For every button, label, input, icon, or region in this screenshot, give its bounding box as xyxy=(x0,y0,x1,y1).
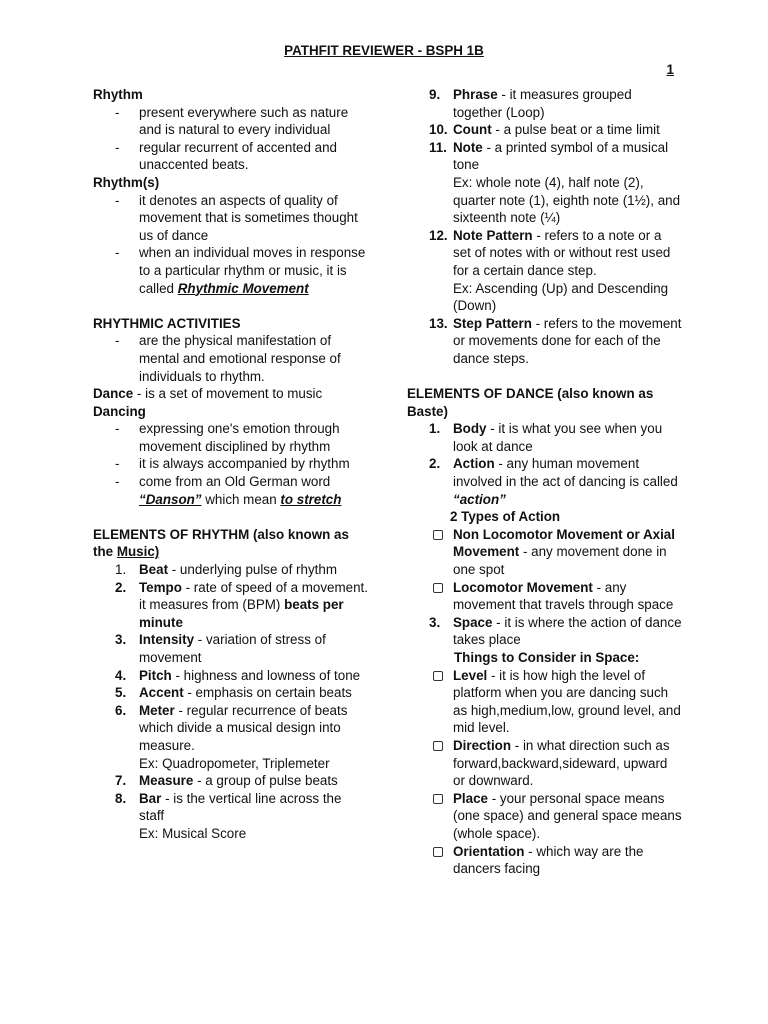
list-item: 2. Action - any human movement involved in the act of dancing is called “action” xyxy=(429,456,678,507)
elements-of-dance-heading: ELEMENTS OF DANCE (also known as Baste) xyxy=(407,386,654,419)
dash-bullet: - xyxy=(115,456,120,472)
dash-bullet: - xyxy=(115,333,120,349)
rhythm-heading: Rhythm xyxy=(93,87,143,102)
dance-definition: Dance - is a set of movement to music xyxy=(93,386,323,402)
elements-of-rhythm-heading: ELEMENTS OF RHYTHM (also known as the Music) xyxy=(93,526,349,560)
list-item: 5. Accent - emphasis on certain beats xyxy=(115,685,352,701)
emphasis-text: to stretch xyxy=(280,491,342,507)
dash-bullet: - xyxy=(115,139,120,155)
dash-bullet: - xyxy=(115,474,120,490)
list-item: - present everywhere such as nature and is natural to every individual xyxy=(93,104,368,139)
example-text: Ex: whole note (4), half note (2), quarter note (1), eighth note (1½), and sixteenth note (¼) xyxy=(453,174,681,226)
checkbox-icon xyxy=(433,530,443,540)
page-title: PATHFIT REVIEWER - BSPH 1B xyxy=(284,43,484,58)
list-item: - it denotes an aspects of quality of movement that is sometimes thought us of dance xyxy=(93,192,368,245)
emphasis-text: “Danson” xyxy=(139,491,202,507)
list-item: - come from an Old German word “Danson” which mean to stretch xyxy=(93,473,368,508)
checkbox-item: Locomotor Movement - any movement that travels through space xyxy=(407,579,682,614)
right-column xyxy=(407,86,682,878)
dash-bullet: - xyxy=(115,104,120,120)
emphasis-text: Rhythmic Movement xyxy=(177,280,309,296)
list-item: 12. Note Pattern - refers to a note or a set of notes with or without rest used for a certain dance step. xyxy=(429,227,671,278)
checkbox-icon xyxy=(433,741,443,751)
list-item: 8. Bar - is the vertical line across the staff xyxy=(115,790,342,824)
dash-bullet: - xyxy=(115,192,120,208)
list-item: - are the physical manifestation of mental and emotional response of individuals to rhythm. xyxy=(93,332,368,385)
list-item: 6. Meter - regular recurrence of beats which divide a musical design into measure. xyxy=(115,702,348,753)
list-item: 1. Beat - underlying pulse of rhythm xyxy=(115,562,337,578)
checkbox-item: Non Locomotor Movement or Axial Movement - any movement done in one spot xyxy=(407,526,682,579)
dash-bullet: - xyxy=(115,245,120,261)
list-item: 4. Pitch - highness and lowness of tone xyxy=(115,667,361,683)
checkbox-icon xyxy=(433,847,443,857)
list-item: 3. Intensity - variation of stress of movement xyxy=(115,632,326,665)
list-item: - regular recurrent of accented and unaccented beats. xyxy=(93,139,368,174)
list-item: 9. Phrase - it measures grouped together (Loop) xyxy=(429,87,632,120)
list-item: 11. Note - a printed symbol of a musical tone xyxy=(429,139,669,173)
checkbox-icon xyxy=(433,583,443,593)
dash-bullet: - xyxy=(115,421,120,437)
list-item: 10. Count - a pulse beat or a time limit xyxy=(429,122,660,138)
types-of-action-heading: 2 Types of Action xyxy=(450,509,561,525)
list-item: - it is always accompanied by rhythm xyxy=(93,455,368,473)
example-text: Ex: Ascending (Up) and Descending (Down) xyxy=(453,280,669,314)
list-item: 3. Space - it is where the action of dance takes place xyxy=(429,614,682,648)
checkbox-icon xyxy=(433,671,443,681)
rhythmic-activities-heading: RHYTHMIC ACTIVITIES xyxy=(93,315,241,331)
space-considerations-heading: Things to Consider in Space: xyxy=(454,650,640,665)
checkbox-item: Direction - in what direction such as forward,backward,sideward, upward or downward. xyxy=(407,737,682,790)
rhythms-heading: Rhythm(s) xyxy=(93,174,160,190)
list-item: 1. Body - it is what you see when you look at dance xyxy=(429,421,663,454)
example-text: Ex: Musical Score xyxy=(139,825,247,841)
list-item: 7. Measure - a group of pulse beats xyxy=(115,773,338,789)
checkbox-item: Orientation - which way are the dancers facing xyxy=(407,843,682,878)
dancing-heading: Dancing xyxy=(93,403,146,419)
list-item: - expressing one's emotion through movement disciplined by rhythm xyxy=(93,420,368,455)
checkbox-icon xyxy=(433,794,443,804)
list-item: 2. Tempo - rate of speed of a movement. it measures from (BPM) beats per minute xyxy=(115,579,368,630)
checkbox-item: Place - your personal space means (one space) and general space means (whole space). xyxy=(407,790,682,843)
list-item: - when an individual moves in response to a particular rhythm or music, it is called Rhythmic Movement xyxy=(93,244,368,297)
example-text: Ex: Quadropometer, Triplemeter xyxy=(139,755,330,771)
list-item: 13. Step Pattern - refers to the movement or movements done for each of the dance steps. xyxy=(429,315,682,366)
left-column xyxy=(93,86,368,843)
checkbox-item: Level - it is how high the level of platform when you are dancing such as high,medium,low, ground level, and mid level. xyxy=(407,667,682,737)
emphasis-text: “action” xyxy=(453,491,506,507)
page-number: 1 xyxy=(666,62,674,77)
